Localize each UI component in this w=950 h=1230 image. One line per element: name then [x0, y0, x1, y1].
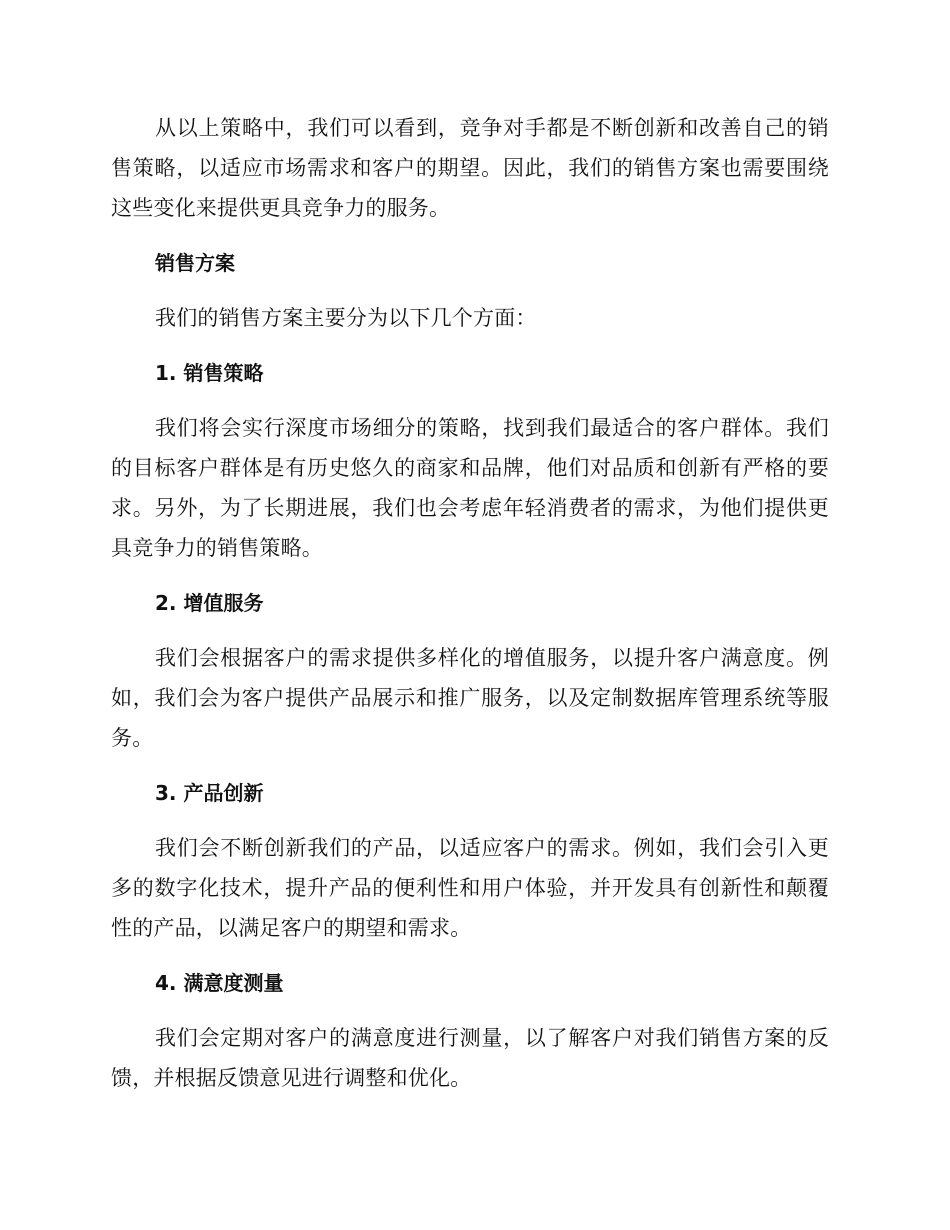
document-body [111, 108, 829, 1113]
section-product-innovation [111, 773, 829, 948]
section-satisfaction-measurement [111, 963, 829, 1098]
section-heading: 2. 增值服务 [155, 591, 264, 615]
section-value-added-services [111, 583, 829, 758]
sales-plan-intro: 我们的销售方案主要分为以下几个方面： [155, 306, 537, 330]
section-body: 我们将会实行深度市场细分的策略，找到我们最适合的客户群体。我们的目标客户群体是有历史悠久的商家和品牌，他们对品质和创新有严格的要求。另外，为了长期进展，我们也会考虑年轻消费者的需求，为他们提供更具竞争力的销售策略。 [111, 416, 829, 560]
section-heading: 4. 满意度测量 [155, 971, 284, 995]
section-body: 我们会根据客户的需求提供多样化的增值服务，以提升客户满意度。例如，我们会为客户提供产品展示和推广服务，以及定制数据库管理系统等服务。 [111, 646, 829, 750]
sales-plan-heading: 销售方案 [155, 251, 235, 275]
section-heading: 3. 产品创新 [155, 781, 264, 805]
section-body: 我们会定期对客户的满意度进行测量，以了解客户对我们销售方案的反馈，并根据反馈意见进行调整和优化。 [111, 1026, 829, 1090]
section-heading: 1. 销售策略 [155, 361, 264, 385]
section-body: 我们会不断创新我们的产品，以适应客户的需求。例如，我们会引入更多的数字化技术，提升产品的便利性和用户体验，并开发具有创新性和颠覆性的产品，以满足客户的期望和需求。 [111, 836, 829, 940]
section-sales-strategy [111, 353, 829, 568]
intro-paragraph: 从以上策略中，我们可以看到，竞争对手都是不断创新和改善自己的销售策略，以适应市场需求和客户的期望。因此，我们的销售方案也需要围绕这些变化来提供更具竞争力的服务。 [111, 116, 829, 220]
